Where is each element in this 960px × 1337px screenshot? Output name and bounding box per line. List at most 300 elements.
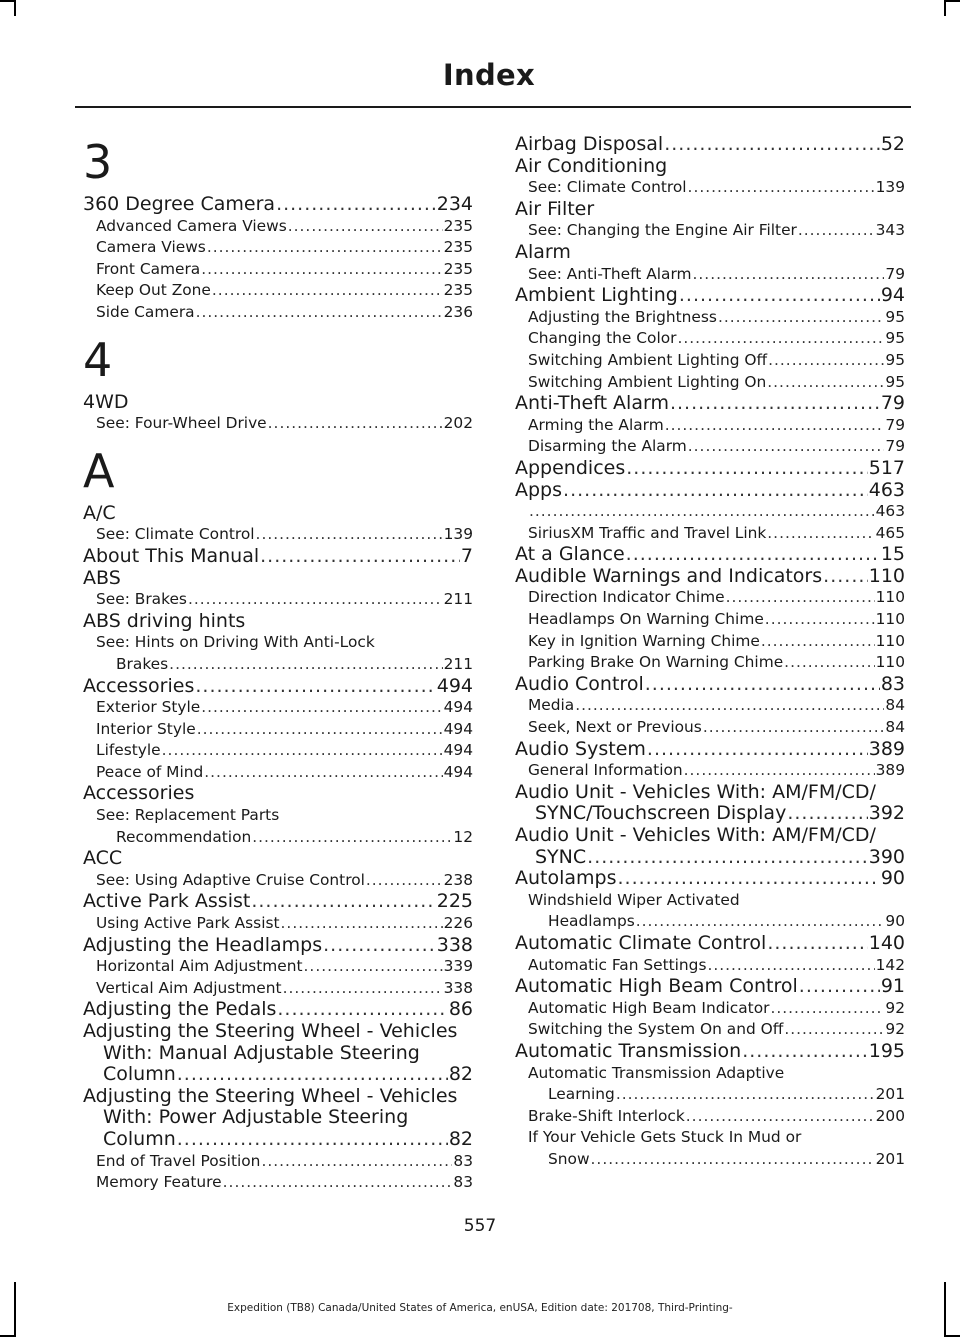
page-ref: 235 — [443, 259, 473, 278]
entry-row — [528, 652, 905, 674]
entry-row — [83, 891, 473, 913]
page-ref: 82 — [448, 1063, 473, 1086]
dot-leader — [591, 1149, 875, 1171]
entry-text: Automatic High Beam Control — [515, 975, 798, 998]
dot-leader — [626, 458, 868, 480]
index-subentry — [515, 220, 905, 242]
page-ref: 392 — [868, 802, 905, 825]
entry-row — [528, 523, 905, 545]
index-subentry — [515, 436, 905, 458]
index-subentry — [515, 415, 905, 437]
index-entry — [515, 393, 905, 415]
entry-row — [96, 280, 473, 302]
index-subentry — [515, 1063, 905, 1106]
entry-row — [96, 978, 473, 1000]
dot-leader — [251, 891, 435, 913]
entry-text: Recommendation — [116, 827, 252, 846]
entry-text: Switching the System On and Off — [528, 1020, 784, 1039]
index-entry — [515, 285, 905, 307]
page-ref: 110 — [868, 564, 905, 587]
index-entry — [515, 134, 905, 156]
dot-leader — [742, 1041, 868, 1063]
entry-row — [96, 719, 473, 741]
entry-text: Snow — [548, 1149, 590, 1168]
page-ref: 463 — [868, 478, 905, 501]
entry-text: Automatic High Beam Indicator — [528, 998, 770, 1017]
entry-row — [528, 955, 905, 977]
dot-leader — [679, 285, 880, 307]
entry-row — [528, 177, 905, 199]
entry-row — [515, 803, 905, 825]
dot-leader — [718, 307, 884, 329]
page-ref: 86 — [448, 998, 473, 1021]
entry-row — [528, 911, 905, 933]
entry-row — [96, 762, 473, 784]
entry-row — [528, 264, 905, 286]
dot-leader — [252, 827, 452, 849]
index-subentry — [515, 587, 905, 609]
entry-text: Interior Style — [96, 719, 196, 738]
dot-leader — [529, 501, 875, 523]
entry-row — [515, 285, 905, 307]
index-subentry — [83, 259, 473, 281]
entry-text: Seek, Next or Previous — [528, 718, 702, 737]
index-subentry — [83, 524, 473, 546]
entry-text: End of Travel Position — [96, 1151, 261, 1170]
entry-text: Airbag Disposal — [515, 133, 664, 155]
index-subentry — [83, 1172, 473, 1194]
entry-text: Accessories — [83, 674, 195, 697]
index-entry — [83, 999, 473, 1021]
entry-row — [515, 976, 905, 998]
page-ref: 200 — [875, 1106, 905, 1125]
page-number: 557 — [463, 1216, 497, 1236]
dot-leader — [784, 1019, 884, 1041]
page-ref: 15 — [880, 543, 905, 566]
entry-row — [96, 913, 473, 935]
page-ref: 95 — [885, 350, 905, 369]
entry-text: Apps — [515, 478, 563, 501]
index-subentry — [515, 890, 905, 933]
page-ref: 79 — [885, 264, 905, 283]
index-entry — [515, 674, 905, 696]
entry-text: Media — [528, 696, 575, 715]
entry-line: Adjusting the Steering Wheel - Vehicles — [83, 1084, 458, 1107]
entry-row — [96, 524, 473, 546]
entry-row — [96, 413, 473, 435]
page-ref: 83 — [453, 1151, 473, 1170]
entry-row — [515, 566, 905, 588]
index-subentry — [515, 177, 905, 199]
entry-line: With: Manual Adjustable Steering — [103, 1041, 420, 1064]
dot-leader — [261, 1151, 452, 1173]
page-ref: 195 — [868, 1039, 905, 1062]
index-entry — [83, 503, 473, 525]
entry-text: Audio Control — [515, 672, 644, 695]
dot-leader — [693, 264, 885, 286]
dot-leader — [268, 413, 443, 435]
footer-text: Expedition (TB8) Canada/United States of America, enUSA, Edition date: 201708, Third-Printing- — [227, 1302, 733, 1314]
index-subentry — [515, 609, 905, 631]
index-subentry — [83, 913, 473, 935]
page-ref: 7 — [460, 544, 473, 567]
page-ref: 82 — [448, 1127, 473, 1150]
dot-leader — [283, 978, 443, 1000]
entry-row — [528, 501, 905, 523]
entry-text: Column — [103, 1063, 176, 1086]
page-ref: 94 — [880, 284, 905, 307]
entry-text: Changing the Color — [528, 329, 677, 348]
dot-leader — [626, 544, 880, 566]
page-ref: 84 — [885, 696, 905, 715]
entry-text: Switching Ambient Lighting On — [528, 372, 767, 391]
dot-leader — [688, 177, 875, 199]
entry-row — [515, 134, 905, 156]
index-entry — [83, 891, 473, 913]
page-ref: 338 — [443, 978, 473, 997]
dot-leader — [563, 480, 868, 502]
entry-text: Ambient Lighting — [515, 284, 678, 307]
index-entry — [515, 480, 905, 502]
entry-row — [96, 697, 473, 719]
page-ref: 339 — [443, 957, 473, 976]
index-subentry — [515, 652, 905, 674]
index-subentry — [83, 589, 473, 611]
dot-leader — [770, 998, 884, 1020]
index-subentry — [515, 760, 905, 782]
dot-leader — [162, 740, 443, 762]
index-entry — [515, 458, 905, 480]
index-column-right — [515, 134, 905, 1171]
entry-line: See: Hints on Driving With Anti-Lock — [96, 633, 375, 652]
entry-row — [96, 302, 473, 324]
page-ref: 92 — [885, 1020, 905, 1039]
entry-row — [83, 1064, 473, 1086]
page-ref: 494 — [443, 698, 473, 717]
entry-row — [528, 1019, 905, 1041]
entry-line: Adjusting the Steering Wheel - Vehicles — [83, 1020, 458, 1042]
index-entry — [83, 611, 473, 633]
page-ref: 225 — [436, 890, 473, 913]
page-ref: 92 — [885, 998, 905, 1017]
entry-text: ABS — [83, 566, 121, 589]
page-ref: 338 — [436, 933, 473, 956]
entry-row — [528, 1149, 905, 1171]
entry-row — [515, 674, 905, 696]
entry-row — [96, 589, 473, 611]
page-ref: 139 — [875, 178, 905, 197]
entry-text: Alarm — [515, 240, 571, 263]
dot-leader — [767, 933, 867, 955]
page-ref: 79 — [885, 415, 905, 434]
page-ref: 235 — [443, 216, 473, 235]
page-ref: 90 — [880, 867, 905, 890]
index-subentry — [515, 1106, 905, 1128]
page-ref: 235 — [443, 238, 473, 257]
entry-text: Peace of Mind — [96, 762, 204, 781]
entry-text: Arming the Alarm — [528, 415, 664, 434]
entry-text: Learning — [548, 1085, 615, 1104]
page-ref: 95 — [885, 307, 905, 326]
section-letter: 3 — [83, 135, 113, 189]
index-entry — [515, 739, 905, 761]
entry-text: Adjusting the Headlamps — [83, 933, 323, 956]
index-subentry — [515, 307, 905, 329]
index-entry — [83, 935, 473, 957]
dot-leader — [177, 1129, 448, 1151]
entry-text: Front Camera — [96, 259, 201, 278]
page-ref: 226 — [443, 914, 473, 933]
entry-text: Air Filter — [515, 197, 595, 220]
index-subentry — [515, 372, 905, 394]
entry-row — [83, 676, 473, 698]
dot-leader — [204, 762, 442, 784]
entry-text: 360 Degree Camera — [83, 193, 276, 215]
dot-leader — [276, 194, 436, 216]
index-entry — [83, 392, 473, 414]
dot-leader — [703, 717, 885, 739]
dot-leader — [169, 654, 442, 676]
dot-leader — [665, 415, 885, 437]
entry-row — [96, 1151, 473, 1173]
page-ref: 238 — [443, 870, 473, 889]
index-subentry — [83, 632, 473, 675]
entry-text: Audible Warnings and Indicators — [515, 564, 823, 587]
entry-text: Lifestyle — [96, 741, 161, 760]
entry-row — [515, 868, 905, 890]
index-entry — [83, 848, 473, 870]
dot-leader — [177, 1064, 448, 1086]
entry-text: Key in Ignition Warning Chime — [528, 631, 760, 650]
page-ref: 142 — [875, 955, 905, 974]
dot-leader — [823, 566, 868, 588]
entry-row — [83, 1129, 473, 1151]
entry-text: Audio System — [515, 737, 646, 760]
entry-text: See: Anti-Theft Alarm — [528, 264, 692, 283]
page-ref: 201 — [875, 1149, 905, 1168]
index-entry — [83, 676, 473, 698]
entry-text: See: Brakes — [96, 590, 187, 609]
entry-row — [96, 259, 473, 281]
entry-row — [528, 372, 905, 394]
page-ref: 517 — [868, 456, 905, 479]
dot-leader — [195, 676, 435, 698]
entry-text: 4WD — [83, 390, 129, 413]
entry-row — [83, 935, 473, 957]
page-ref: 201 — [875, 1085, 905, 1104]
section-letter: 4 — [83, 332, 113, 387]
index-column-left — [83, 134, 473, 1194]
dot-leader — [664, 134, 880, 156]
index-subentry — [515, 523, 905, 545]
entry-row — [515, 739, 905, 761]
entry-text: Anti-Theft Alarm — [515, 392, 669, 415]
entry-line: Automatic Transmission Adaptive — [528, 1063, 785, 1082]
index-subentry — [515, 717, 905, 739]
dot-leader — [677, 328, 884, 350]
page-ref: 110 — [875, 653, 905, 672]
entry-text: Autolamps — [515, 867, 617, 890]
index-subentry — [515, 328, 905, 350]
entry-line: Audio Unit - Vehicles With: AM/FM/CD/ — [515, 780, 876, 803]
page-ref: 390 — [868, 845, 905, 868]
entry-text: About This Manual — [83, 544, 260, 567]
entry-text: SYNC/Touchscreen Display — [535, 802, 787, 825]
dot-leader — [197, 719, 443, 741]
dot-leader — [784, 652, 874, 674]
crop-mark — [14, 0, 16, 16]
dot-leader — [688, 436, 885, 458]
index-entry — [515, 868, 905, 890]
page-ref: 494 — [436, 674, 473, 697]
entry-text: SYNC — [535, 845, 587, 868]
entry-row — [515, 544, 905, 566]
index-subentry — [83, 302, 473, 324]
index-subentry — [83, 216, 473, 238]
entry-line: See: Replacement Parts — [96, 806, 280, 825]
entry-row — [528, 760, 905, 782]
entry-text: Parking Brake On Warning Chime — [528, 653, 784, 672]
dot-leader — [765, 609, 875, 631]
entry-row — [515, 933, 905, 955]
page-ref: 465 — [875, 523, 905, 542]
page-ref: 389 — [868, 737, 905, 760]
entry-text: Automatic Transmission — [515, 1039, 742, 1062]
dot-leader — [684, 760, 875, 782]
index-entry — [83, 568, 473, 590]
entry-text: Adjusting the Brightness — [528, 307, 717, 326]
dot-leader — [201, 697, 442, 719]
entry-row — [528, 609, 905, 631]
dot-leader — [304, 956, 443, 978]
dot-leader — [575, 695, 884, 717]
entry-line: If Your Vehicle Gets Stuck In Mud or — [528, 1128, 802, 1147]
entry-row — [96, 654, 473, 676]
entry-line: Windshield Wiper Activated — [528, 890, 740, 909]
index-subentry — [83, 870, 473, 892]
dot-leader — [288, 216, 443, 238]
dot-leader — [799, 976, 880, 998]
entry-text: Keep Out Zone — [96, 281, 211, 300]
entry-text: Switching Ambient Lighting Off — [528, 350, 768, 369]
dot-leader — [207, 237, 443, 259]
index-entry — [515, 156, 905, 178]
entry-text: Direction Indicator Chime — [528, 588, 725, 607]
index-entry — [515, 242, 905, 264]
page-ref: 95 — [885, 329, 905, 348]
dot-leader — [618, 868, 880, 890]
dot-leader — [188, 589, 443, 611]
dot-leader — [645, 674, 880, 696]
dot-leader — [201, 259, 442, 281]
entry-row — [528, 328, 905, 350]
entry-text: See: Climate Control — [528, 178, 687, 197]
index-entry — [83, 1021, 473, 1086]
entry-row — [96, 870, 473, 892]
index-entry — [515, 782, 905, 825]
entry-text: Adjusting the Pedals — [83, 998, 277, 1021]
entry-row — [515, 1041, 905, 1063]
entry-text: See: Four-Wheel Drive — [96, 414, 267, 433]
index-subentry — [83, 805, 473, 848]
page-ref: 389 — [875, 761, 905, 780]
dot-leader — [636, 911, 885, 933]
entry-text: Memory Feature — [96, 1173, 222, 1192]
dot-leader — [707, 955, 874, 977]
entry-text: SiriusXM Traffic and Travel Link — [528, 523, 767, 542]
index-subentry — [515, 695, 905, 717]
index-subentry — [83, 740, 473, 762]
index-entry — [83, 194, 473, 216]
index-subentry — [83, 237, 473, 259]
entry-text: Accessories — [83, 782, 195, 805]
dot-leader — [726, 587, 875, 609]
page-ref: 202 — [443, 414, 473, 433]
section-letter: A — [83, 443, 115, 498]
header-rule — [75, 106, 911, 108]
entry-text: Headlamps On Warning Chime — [528, 610, 764, 629]
index-subentry — [83, 762, 473, 784]
dot-leader — [768, 350, 884, 372]
entry-row — [515, 847, 905, 869]
index-entry — [515, 199, 905, 221]
entry-text: General Information — [528, 761, 683, 780]
entry-row — [528, 220, 905, 242]
dot-leader — [196, 302, 443, 324]
entry-text: See: Climate Control — [96, 525, 255, 544]
index-entry — [515, 544, 905, 566]
crop-mark — [0, 0, 14, 2]
page-ref: 110 — [875, 610, 905, 629]
page-title-text: Index — [442, 58, 535, 92]
entry-row — [83, 546, 473, 568]
entry-row — [528, 415, 905, 437]
index-subentry — [83, 978, 473, 1000]
page-ref: 110 — [875, 588, 905, 607]
index-subentry — [515, 1019, 905, 1041]
page-ref: 211 — [443, 654, 473, 673]
entry-row — [528, 307, 905, 329]
entry-text: See: Using Adaptive Cruise Control — [96, 870, 365, 889]
entry-row — [515, 480, 905, 502]
entry-text: A/C — [83, 501, 116, 524]
page-ref: 494 — [443, 741, 473, 760]
entry-row — [96, 956, 473, 978]
entry-row — [528, 436, 905, 458]
index-entry — [515, 933, 905, 955]
index-subentry — [515, 350, 905, 372]
index-subentry — [515, 1127, 905, 1170]
entry-row — [96, 1172, 473, 1194]
entry-text: Vertical Aim Adjustment — [96, 978, 282, 997]
entry-text: Using Active Park Assist — [96, 914, 280, 933]
dot-leader — [686, 1106, 875, 1128]
index-entry — [83, 1086, 473, 1151]
page-ref: 91 — [880, 975, 905, 998]
dot-leader — [256, 524, 443, 546]
page-ref: 494 — [443, 762, 473, 781]
page-ref: 90 — [885, 912, 905, 931]
page-ref: 110 — [875, 631, 905, 650]
entry-text: Brakes — [116, 654, 169, 673]
entry-row — [528, 695, 905, 717]
dot-leader — [260, 546, 460, 568]
index-entry — [83, 783, 473, 805]
entry-text: Active Park Assist — [83, 890, 251, 913]
entry-text: ACC — [83, 847, 123, 870]
dot-leader — [761, 631, 875, 653]
index-subentry — [83, 697, 473, 719]
